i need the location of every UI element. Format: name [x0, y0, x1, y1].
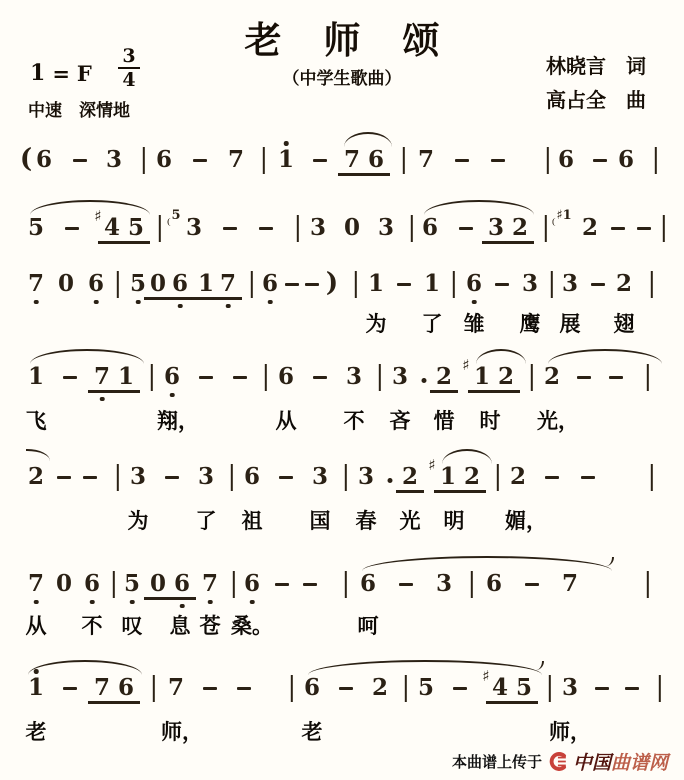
augmentation-dot — [422, 378, 427, 383]
note-6: 6 — [35, 146, 53, 173]
note-2: 2 — [511, 214, 529, 241]
lyric-syllable: 了 — [195, 509, 217, 533]
barline — [663, 215, 665, 242]
note-1: 1 — [197, 270, 215, 297]
octave-dot-above — [34, 669, 39, 674]
note-7: 7 — [167, 674, 185, 701]
site-name-cn: 中国 — [572, 753, 611, 774]
note-3: 3 — [561, 270, 579, 297]
octave-dot-below — [180, 604, 185, 609]
barline — [263, 147, 265, 174]
barline — [497, 464, 499, 491]
lyric-syllable: 光 — [399, 509, 421, 533]
note-6: 6 — [172, 272, 188, 296]
octave-dot-below — [34, 600, 39, 605]
note-2: 2 — [463, 463, 481, 490]
lyric-syllable: 息 — [169, 614, 191, 638]
note-3: 3 — [435, 570, 453, 597]
note-7: 7 — [417, 146, 435, 173]
grace-note: 5 — [171, 208, 181, 223]
note-6: 6 — [174, 572, 190, 596]
duration-dash — [203, 687, 217, 690]
duration-dash — [545, 476, 559, 479]
note-3: 3 — [197, 463, 215, 490]
note-3: 3 — [357, 463, 375, 490]
duration-dash — [193, 159, 207, 162]
credits — [546, 50, 646, 118]
barline — [453, 271, 455, 298]
barline — [143, 147, 145, 174]
note-3: 3 — [391, 363, 409, 390]
note-1: 1 — [473, 363, 491, 390]
note-3: 3 — [377, 214, 395, 241]
lyric-syllable: 媚， — [505, 509, 547, 533]
lyric-syllable: 苍 — [199, 614, 221, 638]
music-line-5 — [0, 456, 684, 537]
lyric-syllable: 从 — [275, 409, 297, 433]
lyric-syllable: 春 — [355, 509, 377, 533]
lyric-syllable: 桑。 — [231, 614, 273, 638]
note-1: 1 — [439, 463, 457, 490]
note-2: 2 — [27, 463, 45, 490]
duration-dash — [303, 583, 317, 586]
lyric-syllable: 雏 — [463, 312, 485, 336]
key-do: 1 — [30, 60, 46, 86]
note-1: 1 — [278, 148, 294, 172]
octave-dot-below — [136, 300, 141, 305]
augmentation-dot — [388, 478, 393, 483]
duration-dash — [595, 687, 609, 690]
duration-dash — [63, 687, 77, 690]
note-7: 7 — [28, 572, 44, 596]
note-6: 6 — [367, 146, 385, 173]
duration-dash — [83, 476, 97, 479]
song-subtitle: （中学生歌曲） — [282, 69, 402, 88]
duration-dash — [625, 687, 639, 690]
duration-dash — [593, 159, 607, 162]
note-3: 3 — [311, 463, 329, 490]
barline — [379, 364, 381, 391]
note-3: 3 — [129, 463, 147, 490]
note-1: 1 — [367, 270, 385, 297]
qupu-site-logo-icon — [547, 751, 568, 772]
slur — [30, 349, 144, 364]
lyric-syllable: 飞 — [25, 409, 47, 433]
lyric-syllable: 从 — [25, 614, 47, 638]
note-7: 7 — [227, 146, 245, 173]
lyric-syllable: 老 — [25, 720, 47, 744]
slur — [442, 449, 492, 464]
note-7: 7 — [343, 146, 361, 173]
sharp-sign: ♯ — [94, 207, 102, 225]
duration-dash — [313, 376, 327, 379]
note-5: 5 — [417, 674, 435, 701]
grace-note: ♯1 — [556, 208, 572, 223]
note-4: 4 — [491, 674, 509, 701]
barline — [547, 147, 549, 174]
octave-dot-below — [472, 300, 477, 305]
slur-end-hook — [606, 557, 614, 566]
duration-dash — [275, 583, 289, 586]
note-3: 3 — [561, 674, 579, 701]
duration-dash — [57, 476, 71, 479]
music-line-4 — [0, 356, 684, 437]
note-1: 1 — [423, 270, 441, 297]
note-6: 6 — [155, 146, 173, 173]
lyric-syllable: 为 — [365, 312, 387, 336]
barline — [113, 571, 115, 598]
duration-dash — [223, 227, 237, 230]
lyric-syllable: 翔， — [157, 409, 199, 433]
key-tonic: F — [76, 60, 92, 86]
barline — [551, 271, 553, 298]
duration-dash — [285, 283, 299, 286]
lyricist-credit: 林晓言 词 — [546, 56, 646, 78]
barline — [549, 675, 551, 702]
note-0: 0 — [57, 270, 75, 297]
barline — [405, 675, 407, 702]
barline — [531, 364, 533, 391]
note-3: 3 — [185, 214, 203, 241]
lyric-syllable: 祖 — [241, 509, 263, 533]
slur — [476, 349, 526, 364]
octave-dot-below — [208, 600, 213, 605]
duration-dash — [581, 476, 595, 479]
duration-dash — [199, 376, 213, 379]
lyric-syllable: 老 — [301, 720, 323, 744]
note-3: 3 — [487, 214, 505, 241]
duration-dash — [609, 376, 623, 379]
lyric-syllable: 国 — [309, 509, 331, 533]
parenthesis: ) — [325, 268, 339, 298]
octave-dot-below — [268, 300, 273, 305]
lyric-syllable: 不 — [81, 614, 103, 638]
note-1: 1 — [27, 363, 45, 390]
duration-dash — [577, 376, 591, 379]
duration-dash — [339, 687, 353, 690]
barline — [659, 675, 661, 702]
note-7: 7 — [28, 272, 44, 296]
barline — [297, 215, 299, 242]
lyric-syllable: 师， — [161, 720, 203, 744]
music-line-7 — [0, 667, 684, 748]
note-6: 6 — [359, 570, 377, 597]
note-6: 6 — [243, 463, 261, 490]
duration-dash — [525, 583, 539, 586]
duration-dash — [313, 159, 327, 162]
note-6: 6 — [617, 146, 635, 173]
parenthesis: ( — [19, 144, 33, 174]
slur-end-hook — [536, 661, 544, 670]
note-3: 3 — [521, 270, 539, 297]
note-2: 2 — [401, 463, 419, 490]
note-1: 1 — [28, 676, 44, 700]
duration-dash — [65, 227, 79, 230]
duration-dash — [305, 283, 319, 286]
barline — [647, 571, 649, 598]
note-6: 6 — [303, 674, 321, 701]
note-6: 6 — [164, 365, 180, 389]
lyric-syllable: 展 — [559, 312, 581, 336]
note-5: 5 — [27, 214, 45, 241]
octave-dot-below — [226, 304, 231, 309]
lyric-syllable: 为 — [127, 509, 149, 533]
song-title: 老师颂 — [244, 21, 482, 62]
barline — [265, 364, 267, 391]
octave-dot-below — [90, 600, 95, 605]
barline — [403, 147, 405, 174]
barline — [159, 215, 161, 242]
note-6: 6 — [277, 363, 295, 390]
duration-dash — [455, 159, 469, 162]
note-2: 2 — [543, 363, 561, 390]
note-3: 3 — [105, 146, 123, 173]
note-6: 6 — [84, 572, 100, 596]
note-6: 6 — [421, 214, 439, 241]
duration-dash — [259, 227, 273, 230]
barline — [651, 271, 653, 298]
note-7: 7 — [94, 365, 110, 389]
note-2: 2 — [581, 214, 599, 241]
barline — [231, 464, 233, 491]
lyric-syllable: 吝 — [389, 409, 411, 433]
barline — [117, 271, 119, 298]
lyric-syllable: 翅 — [613, 312, 635, 336]
barline — [117, 464, 119, 491]
site-name — [573, 748, 668, 775]
barline — [153, 675, 155, 702]
lyric-syllable: 师， — [549, 720, 591, 744]
duration-dash — [279, 476, 293, 479]
note-3: 3 — [309, 214, 327, 241]
duration-dash — [397, 283, 411, 286]
slur — [548, 349, 662, 364]
barline — [651, 464, 653, 491]
music-line-6 — [0, 572, 684, 644]
note-6: 6 — [557, 146, 575, 173]
lyric-syllable: 呵 — [357, 614, 379, 638]
note-2: 2 — [509, 463, 527, 490]
composer-credit: 高占全 曲 — [546, 90, 646, 112]
tempo-marking: 中速 深情地 — [28, 101, 130, 120]
barline — [151, 364, 153, 391]
note-5: 5 — [515, 674, 533, 701]
octave-dot-below — [170, 393, 175, 398]
time-denominator: 4 — [122, 69, 136, 92]
note-1: 1 — [117, 363, 135, 390]
sharp-sign: ♯ — [462, 356, 470, 374]
duration-dash — [399, 583, 413, 586]
note-0: 0 — [55, 570, 73, 597]
lyric-syllable: 明 — [443, 509, 465, 533]
duration-dash — [237, 687, 251, 690]
note-2: 2 — [497, 363, 515, 390]
octave-dot-below — [34, 300, 39, 305]
note-2: 2 — [435, 363, 453, 390]
barline — [251, 271, 253, 298]
site-name-rest: 曲谱网 — [610, 753, 668, 774]
lyric-syllable: 了 — [421, 312, 443, 336]
lyric-syllable: 叹 — [121, 614, 143, 638]
note-6: 6 — [117, 674, 135, 701]
note-5: 5 — [127, 214, 145, 241]
note-0: 0 — [149, 270, 167, 297]
barline — [655, 147, 657, 174]
barline — [291, 675, 293, 702]
duration-dash — [459, 227, 473, 230]
duration-dash — [73, 159, 87, 162]
note-6: 6 — [485, 570, 503, 597]
note-4: 4 — [103, 214, 121, 241]
barline — [647, 364, 649, 391]
duration-dash — [591, 283, 605, 286]
note-2: 2 — [371, 674, 389, 701]
duration-dash — [233, 376, 247, 379]
duration-dash — [637, 227, 651, 230]
lyric-syllable: 不 — [343, 409, 365, 433]
barline — [233, 571, 235, 598]
note-5: 5 — [124, 572, 140, 596]
note-0: 0 — [149, 570, 167, 597]
octave-dot-below — [178, 304, 183, 309]
duration-dash — [165, 476, 179, 479]
duration-dash — [491, 159, 505, 162]
barline — [355, 271, 357, 298]
note-0: 0 — [343, 214, 361, 241]
footer — [452, 748, 668, 775]
slur — [28, 660, 142, 675]
octave-dot-below — [250, 600, 255, 605]
sharp-sign: ♯ — [482, 667, 490, 685]
note-6: 6 — [244, 572, 260, 596]
note-5: 5 — [130, 272, 146, 296]
octave-dot-below — [94, 300, 99, 305]
slur — [308, 660, 542, 675]
octave-dot-below — [100, 397, 105, 402]
uploaded-by-text: 本曲谱上传于 — [451, 755, 542, 771]
barline — [545, 215, 547, 242]
octave-dot-above — [284, 141, 289, 146]
duration-dash — [453, 687, 467, 690]
lyric-syllable: 惜 — [433, 409, 455, 433]
note-6: 6 — [466, 272, 482, 296]
note-7: 7 — [202, 572, 218, 596]
lyric-syllable: 时 — [479, 409, 501, 433]
note-3: 3 — [345, 363, 363, 390]
slur — [362, 556, 612, 571]
duration-dash — [63, 376, 77, 379]
barline — [345, 571, 347, 598]
duration-dash — [611, 227, 625, 230]
lyric-syllable: 光， — [537, 409, 579, 433]
barline — [345, 464, 347, 491]
slur — [26, 449, 50, 461]
barline — [471, 571, 473, 598]
time-numerator: 3 — [122, 45, 136, 67]
music-line-3 — [0, 268, 684, 344]
note-7: 7 — [561, 570, 579, 597]
note-6: 6 — [88, 272, 104, 296]
barline — [411, 215, 413, 242]
note-6: 6 — [262, 272, 278, 296]
duration-dash — [495, 283, 509, 286]
sharp-sign: ♯ — [428, 456, 436, 474]
note-2: 2 — [615, 270, 633, 297]
slur — [344, 132, 392, 147]
lyric-syllable: 鹰 — [519, 312, 541, 336]
note-7: 7 — [93, 674, 111, 701]
key-equals: = — [52, 60, 70, 86]
note-7: 7 — [220, 272, 236, 296]
octave-dot-below — [130, 600, 135, 605]
